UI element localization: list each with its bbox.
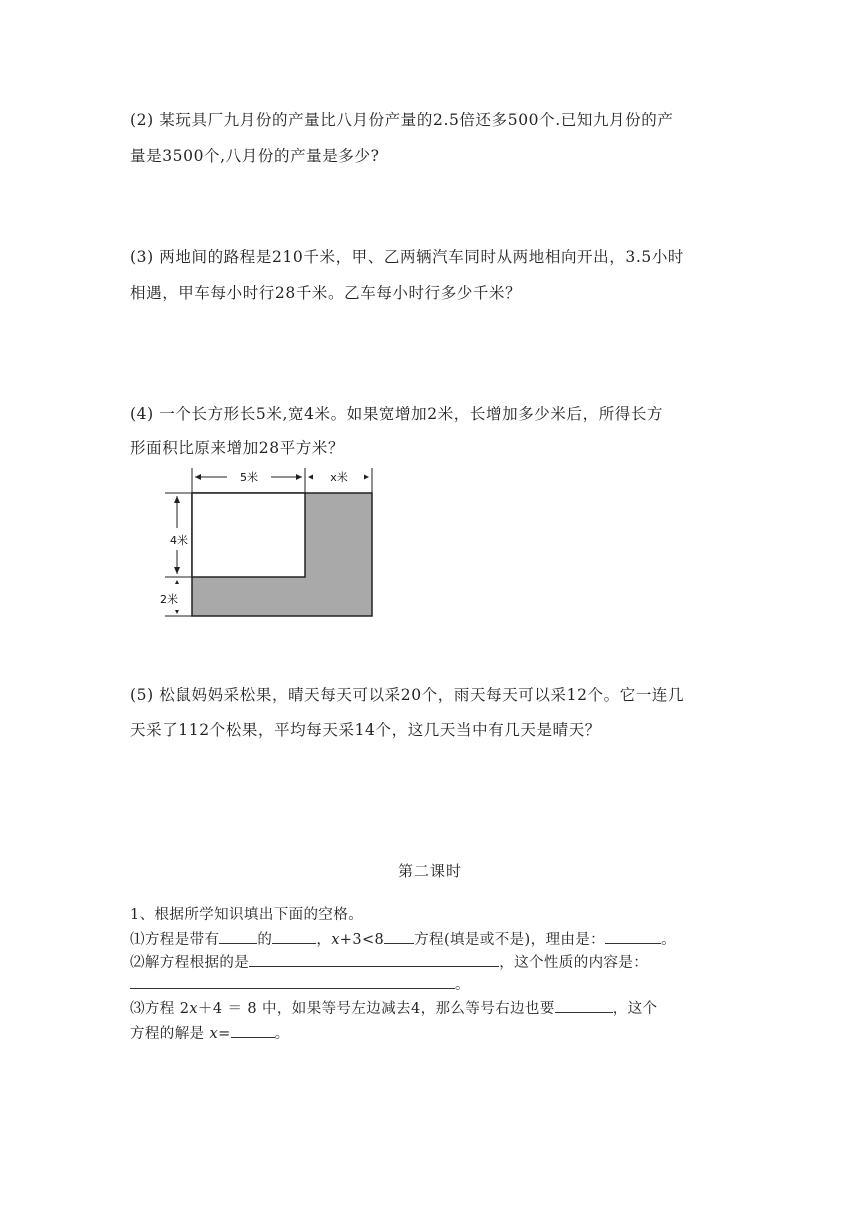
lesson-title: 第二课时 <box>397 862 462 880</box>
q3-variable-x-2: x <box>209 1026 219 1042</box>
q1-text-e: 方程(填是或不是)，理由是： <box>414 932 606 948</box>
q2-text-a: ⑵解方程根据的是 <box>130 955 250 971</box>
q2-blank-2[interactable] <box>130 974 455 989</box>
problem-5-line-1: (5) 松鼠妈妈采松果，晴天每天可以采20个，雨天每天可以采12个。它一连几 <box>130 686 685 704</box>
q1-blank-2[interactable] <box>272 929 316 944</box>
q3-blank-1[interactable] <box>555 998 613 1013</box>
rectangle-figure <box>155 460 385 620</box>
q3-text-b: ＋4 ＝ 8 中，如果等号左边减去4，那么等号右边也要 <box>197 1001 555 1017</box>
q1-text-f: 。 <box>661 932 676 948</box>
arrowhead-4m-top <box>174 496 180 503</box>
q2-text-b: ，这个性质的内容是： <box>499 955 649 971</box>
problem-5-line-2: 天采了112个松果，平均每天采14个，这几天当中有几天是晴天？ <box>130 721 601 739</box>
problem-2-line-2: 量是3500个,八月份的产量是多少? <box>130 147 380 165</box>
arrowhead-2m-top <box>175 580 179 584</box>
exercise-1-q3 <box>130 998 657 1019</box>
exercise-1-q1 <box>130 929 676 950</box>
exercise-1-q3-cont <box>130 1023 290 1044</box>
original-rectangle <box>192 493 305 577</box>
problem-2-line-1: (2) 某玩具厂九月份的产量比八月份产量的2.5倍还多500个.已知九月份的产 <box>130 111 674 129</box>
label-4m: 4米 <box>170 534 188 547</box>
q3-text-d: 方程的解是 <box>130 1026 210 1042</box>
exercise-1-q2 <box>130 952 648 973</box>
arrowhead-5m-left <box>195 474 201 480</box>
q2-text-c: 。 <box>455 977 470 993</box>
q1-text-d: +3<8 <box>339 932 385 948</box>
exercise-1-q2-cont <box>130 974 470 995</box>
label-2m: 2米 <box>160 593 178 606</box>
arrowhead-x-left <box>308 475 313 480</box>
q3-text-e: = <box>218 1026 231 1042</box>
q3-text-c: ，这个 <box>612 1001 658 1017</box>
q3-text-a: ⑶方程 2 <box>130 1001 190 1017</box>
q1-text-a: ⑴方程是带有 <box>130 932 220 948</box>
q2-blank-1[interactable] <box>249 952 499 967</box>
q1-text-b: 的 <box>257 932 273 948</box>
problem-3-line-1: (3) 两地间的路程是210千米，甲、乙两辆汽车同时从两地相向开出，3.5小时 <box>130 248 685 266</box>
q1-variable-x: x <box>331 932 340 948</box>
q3-variable-x-1: x <box>189 1001 198 1017</box>
problem-3-line-2: 相遇，甲车每小时行28千米。乙车每小时行多少千米？ <box>130 284 522 302</box>
label-x-m: x米 <box>330 471 348 484</box>
problem-4-line-2: 形面积比原来增加28平方米？ <box>130 439 345 457</box>
q1-blank-1[interactable] <box>219 929 257 944</box>
q3-text-f: 。 <box>274 1026 290 1042</box>
q1-text-c: ， <box>316 932 332 948</box>
q1-blank-3[interactable] <box>384 929 414 944</box>
arrowhead-x-right <box>364 475 369 480</box>
problem-4-line-1: (4) 一个长方形长5米,宽4米。如果宽增加2米，长增加多少米后，所得长方 <box>130 405 664 423</box>
arrowhead-4m-bottom <box>174 567 180 574</box>
arrowhead-5m-right <box>296 474 302 480</box>
label-5m: 5米 <box>240 471 258 484</box>
q3-blank-2[interactable] <box>231 1023 275 1038</box>
arrowhead-2m-bottom <box>175 610 179 614</box>
exercise-1-heading: 1、根据所学知识填出下面的空格。 <box>130 907 364 923</box>
q1-blank-4[interactable] <box>605 929 661 944</box>
rectangle-diagram <box>155 460 385 620</box>
